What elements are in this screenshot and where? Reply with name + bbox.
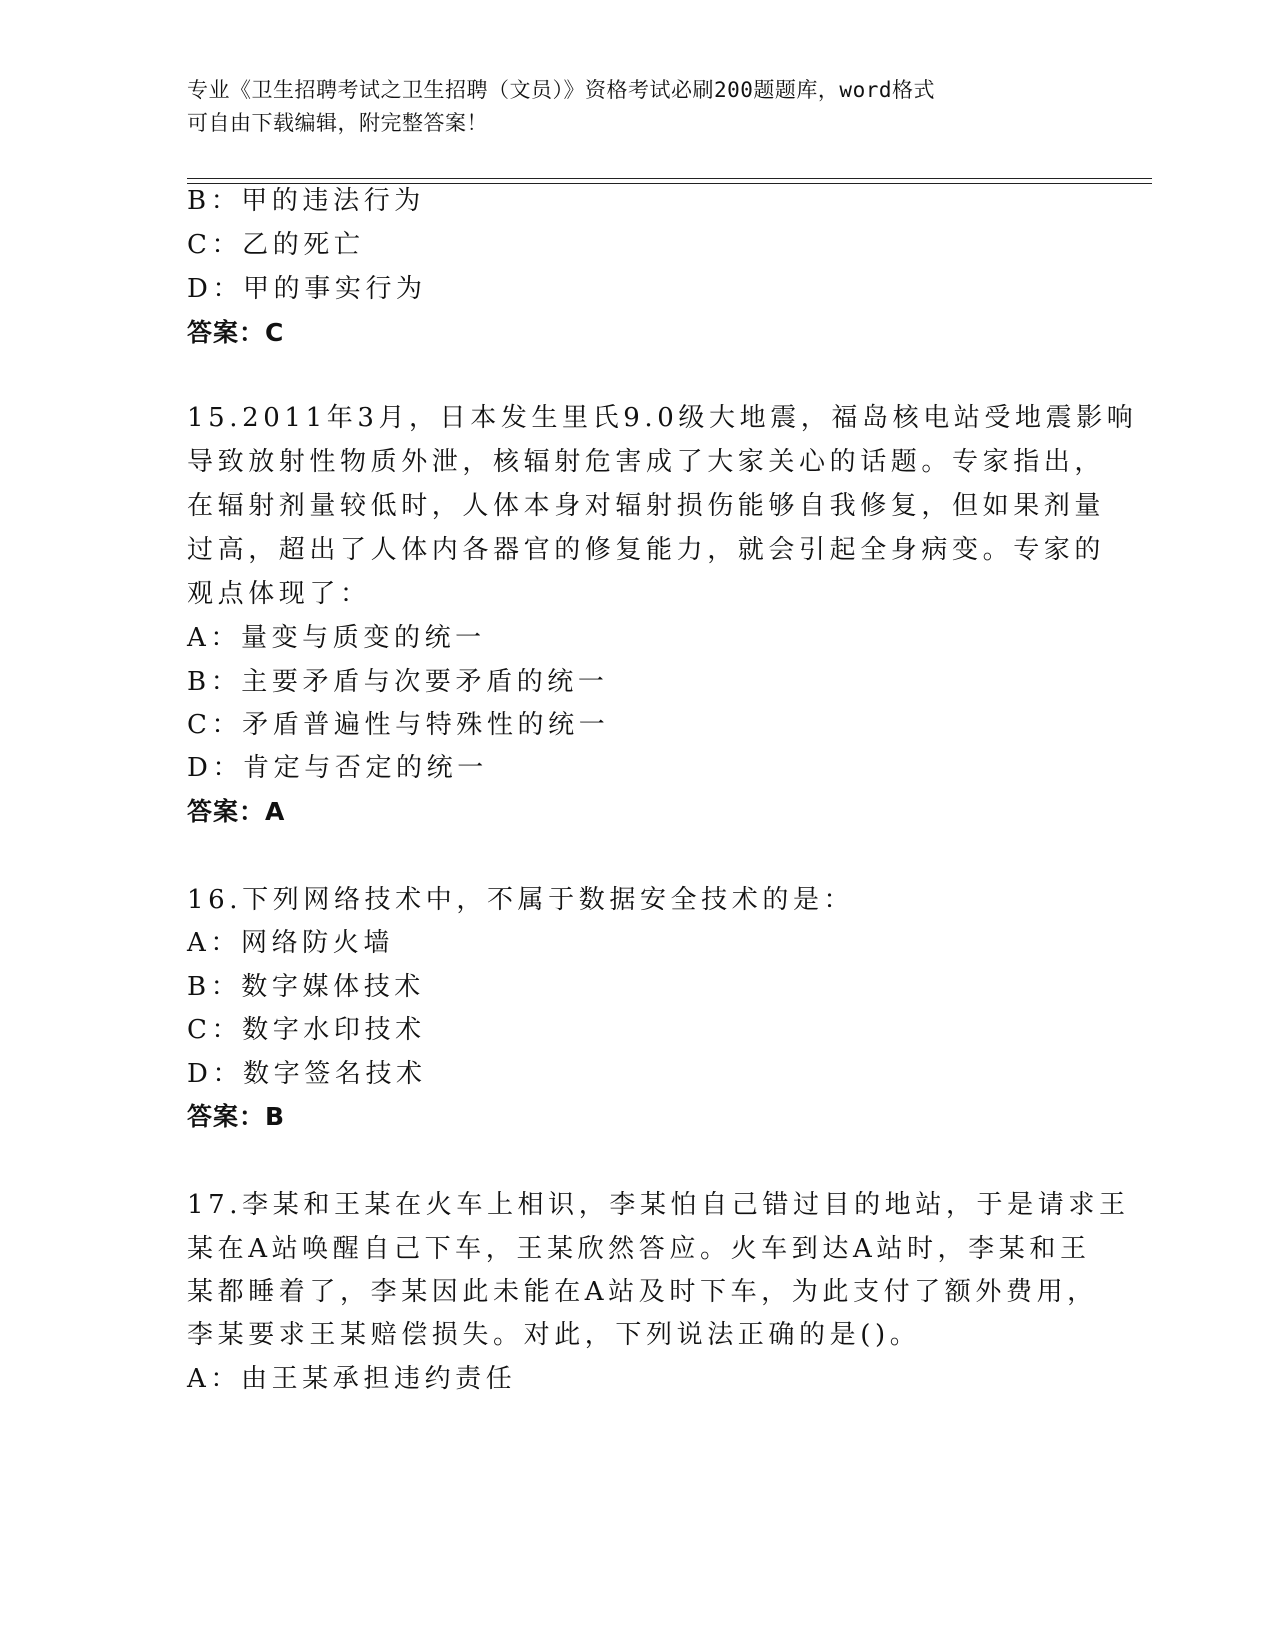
q14-option-b: B：甲的违法行为 — [187, 186, 425, 216]
header-rule-thick — [187, 178, 1152, 179]
header-rule-thin — [187, 183, 1152, 184]
q14-answer: 答案：C — [187, 318, 285, 347]
q16-text-line: 16.下列网络技术中，不属于数据安全技术的是： — [187, 885, 855, 915]
q16-option-a: A：网络防火墙 — [187, 928, 394, 958]
header-line-2: 可自由下载编辑，附完整答案！ — [187, 111, 488, 135]
q16-option-b: B：数字媒体技术 — [187, 972, 425, 1002]
q15-option-b: B：主要矛盾与次要矛盾的统一 — [187, 667, 609, 697]
q15-answer: 答案：A — [187, 797, 286, 826]
q16-option-c: C：数字水印技术 — [187, 1015, 426, 1045]
q17-text-line: 某都睡着了，李某因此未能在A站及时下车，为此支付了额外费用， — [187, 1277, 1098, 1307]
q15-text-line: 过高，超出了人体内各器官的修复能力，就会引起全身病变。专家的 — [187, 535, 1106, 565]
q17-text-line: 李某要求王某赔偿损失。对此，下列说法正确的是()。 — [187, 1320, 921, 1350]
q16-answer: 答案：B — [187, 1102, 286, 1131]
q15-option-d: D：肯定与否定的统一 — [187, 753, 488, 783]
q15-text-line: 导致放射性物质外泄，核辐射危害成了大家关心的话题。专家指出， — [187, 447, 1106, 477]
q14-option-d: D：甲的事实行为 — [187, 274, 427, 304]
q15-text-line: 观点体现了： — [187, 579, 371, 609]
q15-text-line: 15.2011年3月，日本发生里氏9.0级大地震，福岛核电站受地震影响 — [187, 403, 1138, 433]
q15-option-a: A：量变与质变的统一 — [187, 623, 486, 653]
q15-option-c: C：矛盾普遍性与特殊性的统一 — [187, 710, 610, 740]
page-header — [187, 74, 1067, 140]
q17-text-line: 17.李某和王某在火车上相识，李某怕自己错过目的地站，于是请求王 — [187, 1190, 1130, 1220]
header-line-1: 专业《卫生招聘考试之卫生招聘（文员）》资格考试必刷200题题库，word格式 — [187, 78, 935, 102]
q16-option-d: D：数字签名技术 — [187, 1059, 427, 1089]
q17-option-a: A：由王某承担违约责任 — [187, 1364, 517, 1394]
q17-text-line: 某在A站唤醒自己下车，王某欣然答应。火车到达A站时，李某和王 — [187, 1234, 1091, 1264]
q15-text-line: 在辐射剂量较低时，人体本身对辐射损伤能够自我修复，但如果剂量 — [187, 491, 1106, 521]
q14-option-c: C：乙的死亡 — [187, 230, 365, 260]
